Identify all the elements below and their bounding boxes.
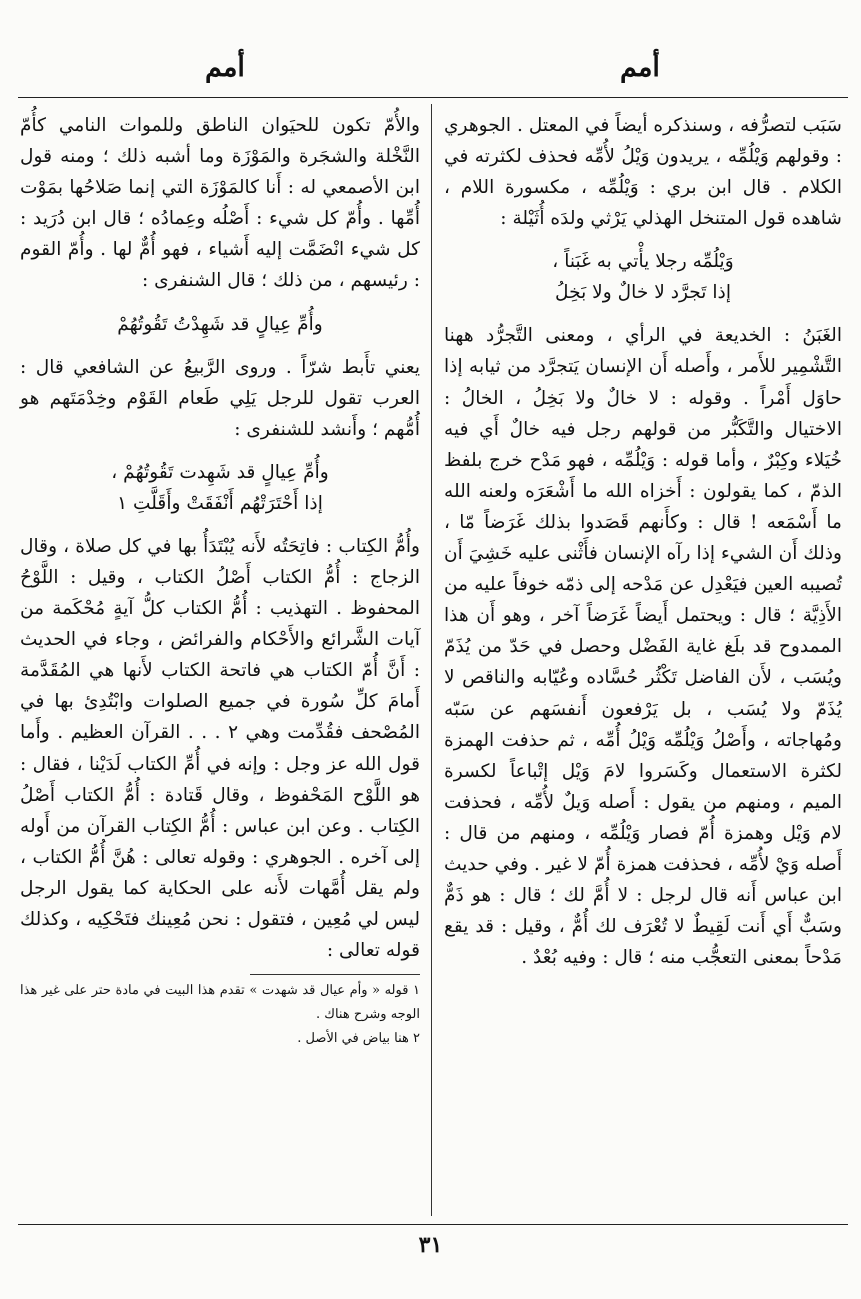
header-word-right: أمم <box>620 52 660 83</box>
verse-line-b2: إذا أَحْتَرَتْهُم أَنْفَقَتْ وأَقَلَّتِ ١ <box>117 492 323 514</box>
right-column <box>444 110 842 973</box>
footnote-1: ١ قوله « وأم عيال قد شهدت » تقدم هذا البيت في مادة حتر على غير هذا الوجه وشرح هناك . <box>20 983 420 1023</box>
left-paragraph-2: يعني تأَبط شرّاً . وروى الرَّبيعُ عن الشافعي قال : العرب تقول للرجل يَلِي طَعام القَوْم وخِدْمَتَهم هو أُمُّهم ؛ وأَنشد للشنفرى : <box>20 356 420 440</box>
left-verse-a <box>20 309 420 340</box>
left-paragraph-1: والأُمّ تكون للحيَوان الناطق وللموات النامي كأُمّ النَّخْلة والشجَرة والمَوْزَة وما أشبه ذلك ؛ ومنه قول ابن الأصمعي له : أَنا كالمَوْزَة التي إنما صَلاحُها بمَوْت أُمِّها . وأُمّ كل شيء : أَصْلُه وعِمادُه ؛ قال ابن دُرَيد : كل شيء انْضَمَّت إليه أَشياء ، فهو أُمٌّ لها . وأُمّ القوم : رئيسهم ، من ذلك ؛ قال الشنفرى : <box>20 115 420 292</box>
verse-line-a: وأُمِّ عِيالٍ قد شَهِدْتُ تَقُوتُهُمْ <box>117 313 323 335</box>
page-number: ٣١ <box>418 1232 443 1258</box>
right-paragraph-2: الغَبَنُ : الخديعة في الرأي ، ومعنى التَّجرُّد ههنا التَّشْمِير للأَمر ، وأَصله أَن الإنسان يَتجرَّد من ثيابه إذا حاوَل أَمْراً . وقوله : لا خالٌ ولا بَخِلُ ، الخالُ : الاختيال والتَّكَبُّر من قولهم رجل فيه خالٌ أَي فيه خُيَلاء وكِبْرٌ ، وأما قوله : وَيْلُمِّه ، فهو مَدْح خرج بلفظ الذمّ ، كما يقولون : أَخزاه الله ما أَشْعَرَه ولعنه الله ما أَسْمَعه ! قال : وكأَنهم قَصَدوا بذلك غَرَضاً مّا ، وذلك أَن الشيء إذا رآه الإنسان فأَثْنى عليه خَشِيَ أَن تُصيبه العين فيَعْدِل عن مَدْحه إلى ذمّه خوفاً عليه من الأَذِيَّة ؛ قال : ويحتمل أَيضاً غَرَضاً آخر ، وهو أَن هذا الممدوح قد بلَغ غاية الفَضْل وحصل في حَدّ من يُذَمّ ويُسَب ، لأَن الفاضل تَكْثُر حُسَّاده وعُيّابه والناقص لا يُذَمّ ولا يُسَب ، بل يَرْفعون أَنفسَهم عن سَبّه ومُهاجاته ، وأَصْلُ وَيْلُمِّه وَيْلُ أُمِّه ، ثم حذفت الهمزة لكثرة الاستعمال وكَسَروا لامَ وَيْل إتْباعاً لكسرة الميم ، ومنهم من يقول : أَصله وَيلٌ لأُمِّه ، فحذفت لام وَيْل وهمزة أُمّ فصار وَيْلُمِّه ، ومنهم من قال : أَصله وَيْ لأُمِّه ، فحذفت همزة أُمّ لا غير . وفي حديث ابن عباس أَنه قال لرجل : لا أُمَّ لك ؛ قال : هو ذَمٌّ وسَبٌّ أَي أَنت لَقِيطٌ لا تُعْرَف لك أُمٌّ ، وقيل : قد يقع مَدْحاً بمعنى التعجُّب منه ؛ قال : وفيه بُعْدٌ . <box>444 325 842 969</box>
left-verse-b <box>20 457 420 519</box>
footnote-rule <box>250 974 420 975</box>
verse-line-b1: وأُمِّ عِيالٍ قد شَهِدت تَقُوتُهُمْ ، <box>111 461 329 483</box>
left-paragraph-3: وأُمُّ الكِتاب : فاتِحَتُه لأَنه يُبْتَدَأُ بها في كل صلاة ، وقال الزجاج : أُمُّ الكتاب أَصْلُ الكتاب ، وقيل : اللَّوْحُ المحفوظ . التهذيب : أُمُّ الكتاب كلُّ آيةٍ مُحْكَمة من آيات الشَّرائع والأَحْكام والفرائض ، وجاء في الحديث : أَنَّ أُمّ الكتاب هي فاتحة الكتاب لأَنها هي المُقَدَّمة أَمامَ كلِّ سُورة في جميع الصلوات وابْتُدِئ بها في المُصْحف فقُدِّمت وهي ٢ . . . القرآن العظيم . وأَما قول الله عز وجل : وإنه في أُمِّ الكتاب لَدَيْنا ، فقال : هو اللَّوْح المَحْفوظ ، وقال قَتادة : أُمُّ الكتاب أَصْلُ الكِتاب . وعن ابن عباس : أُمُّ الكِتاب القرآن من أَوله إلى آخره . الجوهري : وقوله تعالى : هُنَّ أُمُّ الكتاب ، ولم يقل أُمَّهات لأَنه على الحكاية كما يقول الرجل ليس لي مُعِين ، فتقول : نحن مُعِينك فتَحْكِيه ، وكذلك قوله تعالى : <box>20 535 420 962</box>
right-verse <box>444 246 842 308</box>
footer-rule <box>18 1224 848 1225</box>
footnote-2: ٢ هنا بياض في الأصل . <box>297 1031 420 1047</box>
verse-line-1: وَيْلُمِّه رجلا يأْتي به غَبَناً ، <box>552 251 734 273</box>
right-paragraph-1: سَبَب لتصرُّفه ، وسنذكره أيضاً في المعتل . الجوهري : وقولهم وَيْلُمِّه ، يريدون وَيْلُ لأُمِّه فحذف لكثرته في الكلام . قال ابن بري : وَيْلُمِّه ، مكسورة اللام ، شاهده قول المتنخل الهذلي يَرْثي ولدَه أُثَيْلة : <box>444 115 842 230</box>
header-word-left: أمم <box>205 52 245 83</box>
column-divider <box>431 104 432 1216</box>
verse-line-2: إذا تَجرَّد لا خالٌ ولا بَخِلُ <box>555 282 731 304</box>
left-column <box>20 110 420 1051</box>
header-rule <box>18 97 848 98</box>
